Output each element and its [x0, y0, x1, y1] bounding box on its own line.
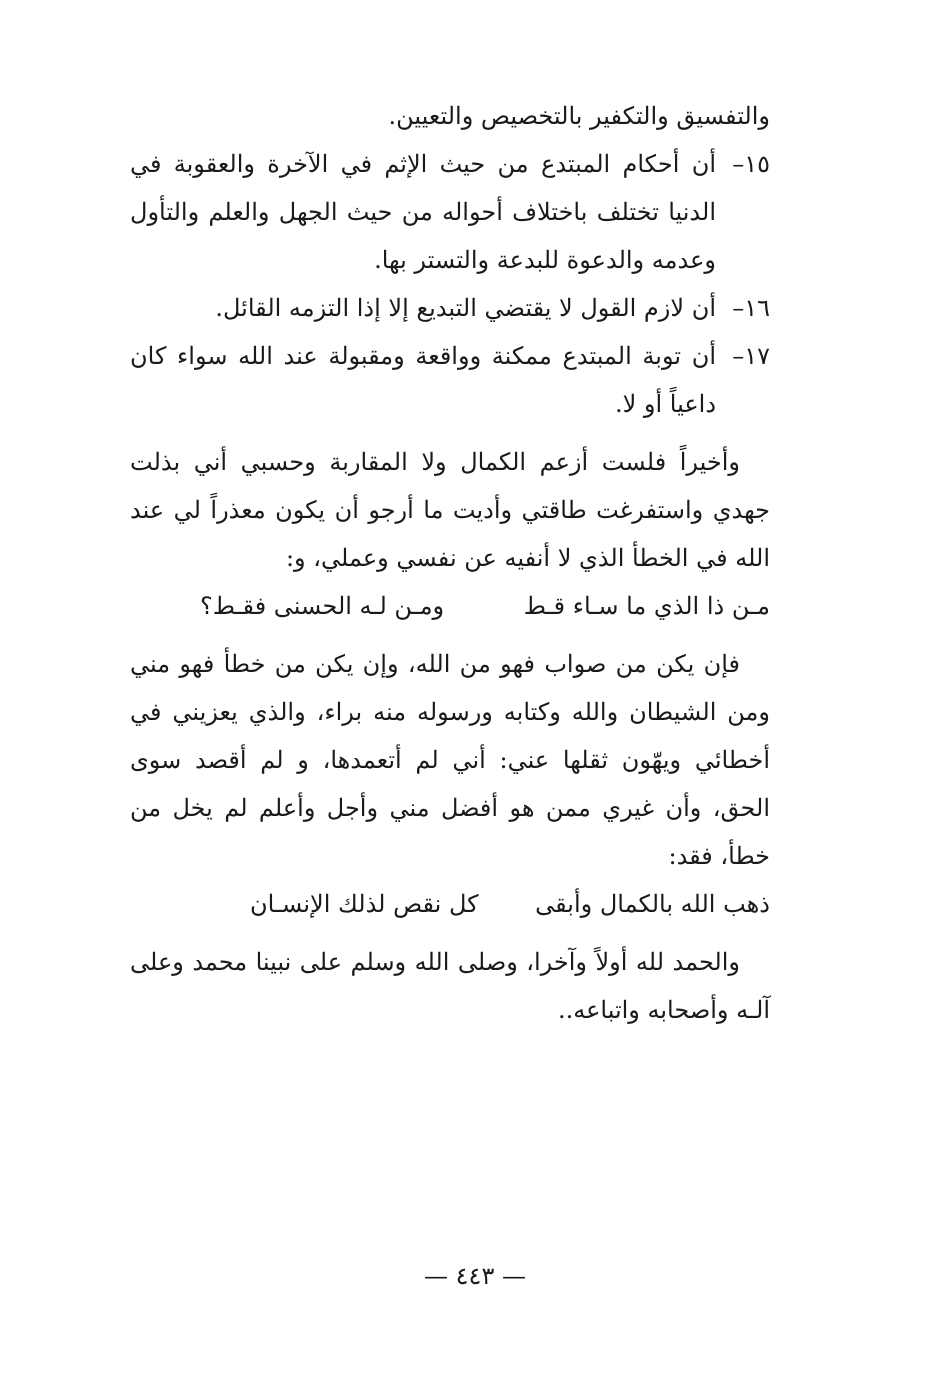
poetry-verse-1	[130, 582, 770, 630]
paragraph-closing-1: وأخيراً فلست أزعم الكمال ولا المقاربة وحسبي أني بذلت جهدي واستفرغت طاقتي وأديت ما أرجو أن يكون معذراً لي عند الله في الخطأ الذي لا أنفيه عن نفسي وعملي، و:	[130, 448, 770, 572]
page-number: — ٤٤٣ —	[424, 1262, 526, 1290]
verse-second-hemistich: ومـن لـه الحسنى فقـط؟	[200, 592, 445, 620]
list-item-text: أن توبة المبتدع ممكنة وواقعة ومقبولة عند الله سواء كان داعياً أو لا.	[130, 342, 716, 418]
poetry-verse-2	[130, 880, 770, 928]
list-item-number: ١٧–	[732, 342, 770, 370]
list-item-17	[130, 332, 770, 428]
list-item-text: أن أحكام المبتدع من حيث الإثم في الآخرة والعقوبة في الدنيا تختلف باختلاف أحواله من حيث الجهل والعلم والتأول وعدمه والدعوة للبدعة والتستر بها.	[130, 150, 716, 274]
page-body	[130, 92, 770, 1034]
verse-first-hemistich: ذهب الله بالكمال وأبقى	[535, 890, 770, 918]
list-item-number: ١٦–	[732, 294, 770, 322]
verse-first-hemistich: مـن ذا الذي ما سـاء قـط	[523, 592, 770, 620]
paragraph-closing-3: والحمد لله أولاً وآخرا، وصلى الله وسلم على نبينا محمد وعلى آلـه وأصحابه واتباعه..	[130, 948, 770, 1024]
list-item-text: أن لازم القول لا يقتضي التبديع إلا إذا التزمه القائل.	[215, 294, 716, 322]
list-item-16	[130, 284, 770, 332]
verse-second-hemistich: كل نقص لذلك الإنسـان	[250, 890, 479, 918]
list-item-15	[130, 140, 770, 284]
continuation-line: والتفسيق والتكفير بالتخصيص والتعيين.	[388, 102, 770, 130]
paragraph-closing-2: فإن يكن من صواب فهو من الله، وإن يكن من خطأ فهو مني ومن الشيطان والله وكتابه ورسوله منه براء، والذي يعزيني في أخطائي ويهّون ثقلها عني: أني لم أتعمدها، و لم أقصد سوى الحق، وأن غيري ممن هو أفضل مني وأجل وأعلم لم يخل من خطأ، فقد:	[130, 650, 771, 870]
list-item-number: ١٥–	[732, 150, 770, 178]
